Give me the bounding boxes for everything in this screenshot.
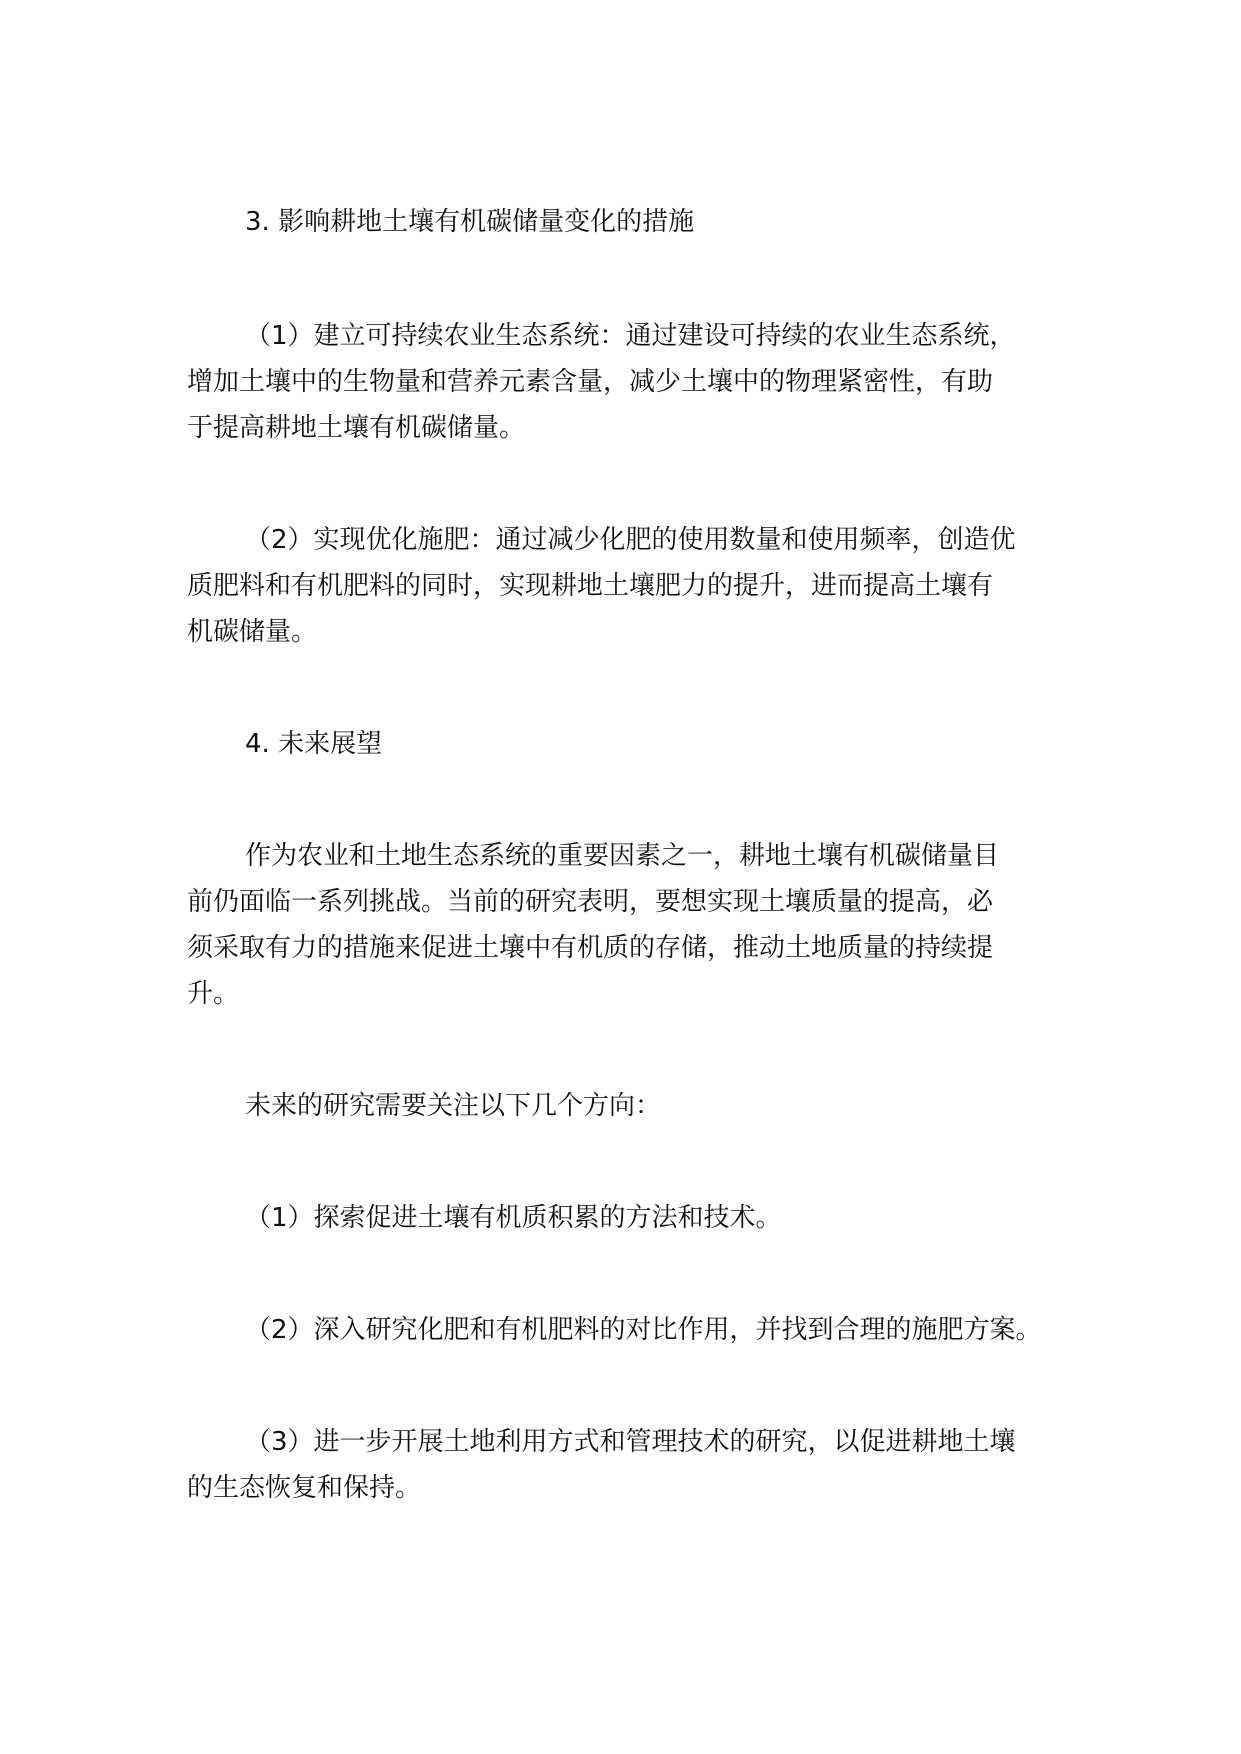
direction-3-line-1: （3）进一步开展土地利用方式和管理技术的研究，以促进耕地土壤 <box>245 1427 1016 1457</box>
direction-1: （1）探索促进土壤有机质积累的方法和技术。 <box>245 1203 782 1233</box>
outlook-line-3: 须采取有力的措施来促进土壤中有机质的存储，推动土地质量的持续提 <box>187 933 994 963</box>
measure-1-line-3: 于提高耕地土壤有机碳储量。 <box>187 413 526 443</box>
section-3-heading: 3. 影响耕地土壤有机碳储量变化的措施 <box>245 207 695 237</box>
measure-2-line-3: 机碳储量。 <box>187 617 318 647</box>
outlook-line-2: 前仍面临一系列挑战。当前的研究表明，要想实现土壤质量的提高，必 <box>187 887 994 917</box>
future-directions-intro: 未来的研究需要关注以下几个方向： <box>245 1091 662 1121</box>
measure-2-line-2: 质肥料和有机肥料的同时，实现耕地土壤肥力的提升，进而提高土壤有 <box>187 571 994 601</box>
outlook-line-4: 升。 <box>187 979 240 1009</box>
measure-2-line-1: （2）实现优化施肥：通过减少化肥的使用数量和使用频率，创造优 <box>245 525 1016 555</box>
section-4-heading: 4. 未来展望 <box>245 729 383 759</box>
measure-1-line-2: 增加土壤中的生物量和营养元素含量，减少土壤中的物理紧密性，有助 <box>187 367 994 397</box>
direction-2: （2）深入研究化肥和有机肥料的对比作用，并找到合理的施肥方案。 <box>245 1315 1042 1345</box>
outlook-line-1: 作为农业和土地生态系统的重要因素之一，耕地土壤有机碳储量目 <box>245 841 1000 871</box>
direction-3-line-2: 的生态恢复和保持。 <box>187 1473 422 1503</box>
measure-1-line-1: （1）建立可持续农业生态系统：通过建设可持续的农业生态系统， <box>245 321 1016 351</box>
